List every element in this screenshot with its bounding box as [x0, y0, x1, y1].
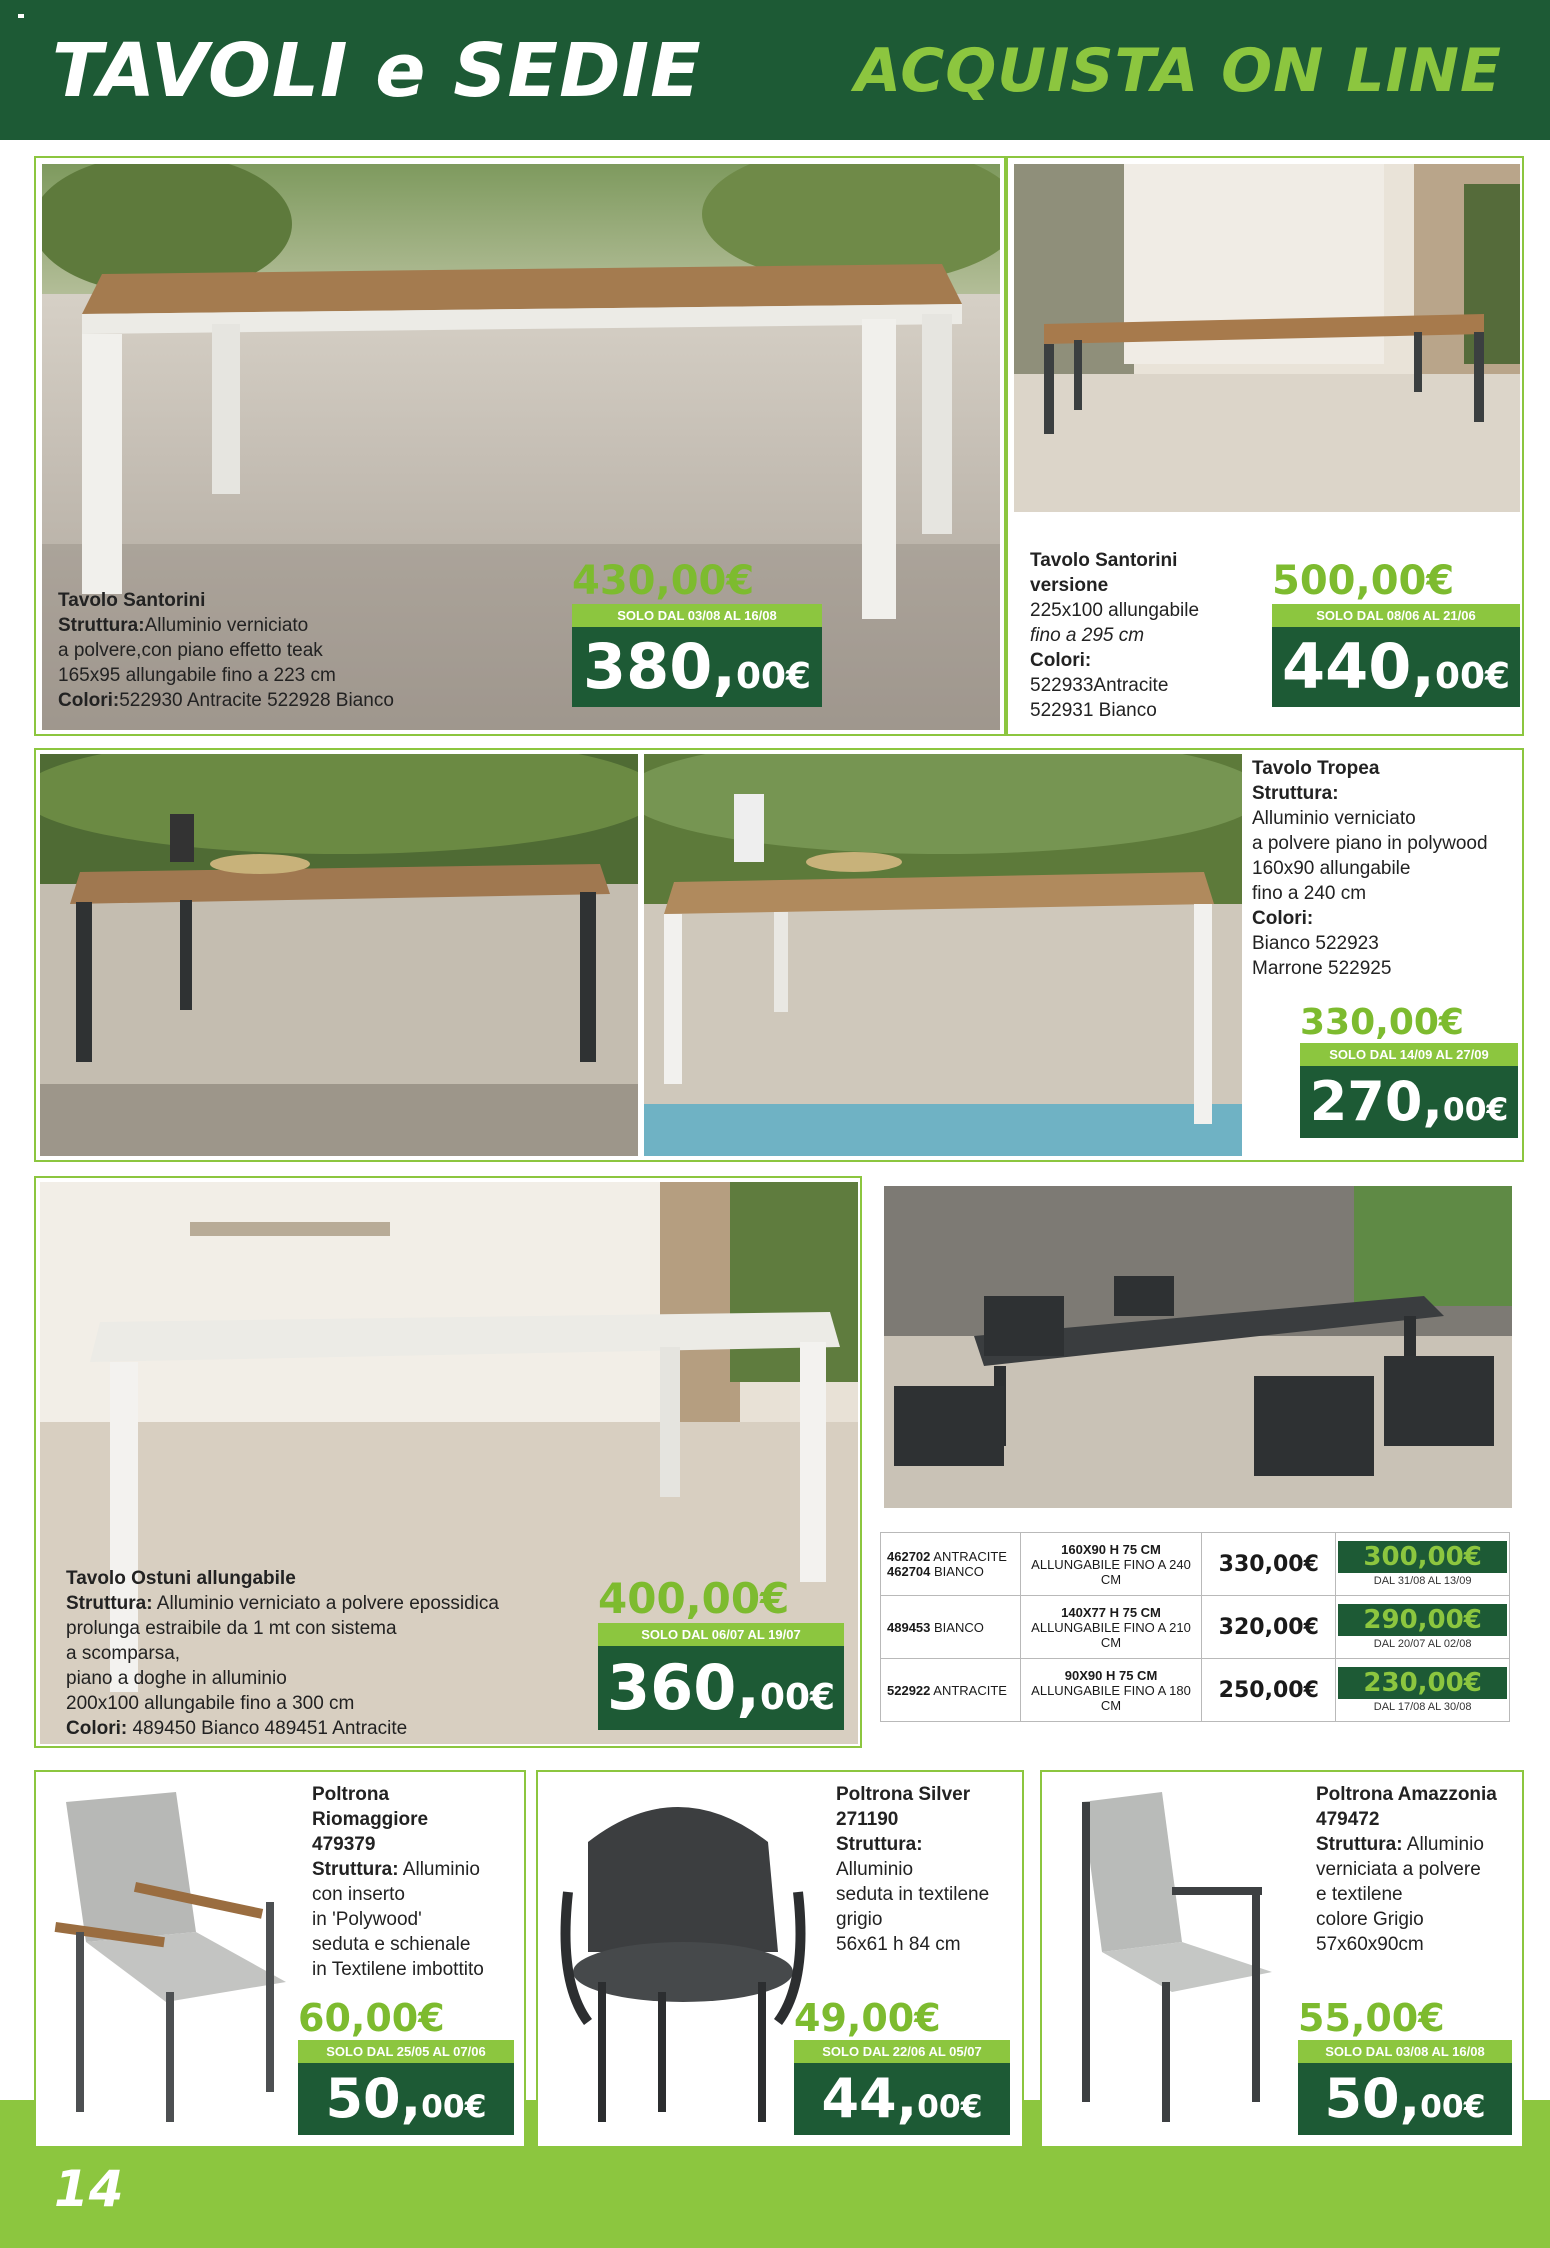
- promo-dates: SOLO DAL 14/09 AL 27/09: [1300, 1043, 1518, 1066]
- spec-text: 489450 Bianco 489451 Antracite: [132, 1718, 408, 1739]
- price-decimal: 00€: [1420, 2089, 1486, 2125]
- product-name: Riomaggiore: [312, 1809, 429, 1830]
- ostuni-description: [66, 1566, 499, 1741]
- table-cell-new-price: [1336, 1659, 1510, 1722]
- table-cell-new-price: [1336, 1533, 1510, 1596]
- spec-text: seduta in textilene: [836, 1884, 990, 1905]
- product-code: 462704: [887, 1564, 931, 1579]
- promo-dates: SOLO DAL 06/07 AL 19/07: [598, 1623, 844, 1646]
- spec-label: Colori:: [58, 690, 120, 711]
- product-name: Tavolo Santorini: [58, 590, 206, 611]
- dimensions: 160X90 H 75 CM: [1061, 1541, 1161, 1557]
- dining-set-photo: [884, 1186, 1512, 1508]
- color-name: ANTRACITE: [933, 1682, 1007, 1698]
- price-integer: 440,: [1281, 630, 1435, 703]
- panel-tropea: [34, 748, 1524, 1162]
- page-number: 14: [54, 2160, 124, 2218]
- table-promo: DAL 17/08 AL 30/08: [1373, 1701, 1472, 1713]
- spec-label: Struttura:: [312, 1859, 399, 1880]
- buy-online-banner[interactable]: ACQUISTA ON LINE: [854, 36, 1502, 106]
- page-title: TAVOLI e SEDIE: [52, 28, 702, 114]
- promo-dates: SOLO DAL 22/06 AL 05/07: [794, 2040, 1010, 2063]
- spec-text: a polvere piano in polywood: [1252, 833, 1488, 854]
- page-header: [0, 0, 1550, 140]
- price-integer: 380,: [582, 630, 736, 703]
- ostuni-price: [598, 1574, 844, 1730]
- corner-mark: [18, 14, 24, 18]
- spec-text: Alluminio verniciato: [144, 615, 309, 636]
- new-price: [1272, 627, 1520, 707]
- table-cell-codes: [881, 1596, 1021, 1659]
- spec-label: Colori:: [1252, 908, 1314, 929]
- size-price-table: [880, 1532, 1510, 1722]
- spec-label: Struttura:: [1316, 1834, 1403, 1855]
- panel-riomaggiore: [34, 1770, 526, 2148]
- product-name: Tavolo Tropea: [1252, 758, 1380, 779]
- santorini-price: [572, 558, 822, 707]
- price-integer: 50,: [1324, 2067, 1421, 2130]
- spec-label: Struttura:: [836, 1834, 923, 1855]
- tropea-price: [1300, 1002, 1518, 1138]
- promo-dates: SOLO DAL 08/06 AL 21/06: [1272, 604, 1520, 627]
- silver-chair-photo: [548, 1782, 818, 2132]
- panel-ostuni: [34, 1176, 862, 1748]
- spec-text: a scomparsa,: [66, 1643, 181, 1664]
- table-row: [881, 1533, 1510, 1596]
- spec-text: e textilene: [1316, 1884, 1403, 1905]
- table-promo: DAL 20/07 AL 02/08: [1373, 1638, 1472, 1650]
- santorini-versione-description: [1030, 548, 1199, 723]
- spec-text: fino a 240 cm: [1252, 883, 1367, 904]
- product-code: 462702: [887, 1549, 931, 1564]
- product-code: 489453: [887, 1619, 931, 1635]
- spec-text: con inserto: [312, 1884, 405, 1905]
- old-price: 330,00€: [1300, 1002, 1464, 1043]
- product-name: versione: [1030, 575, 1109, 596]
- new-price: [1298, 2063, 1512, 2135]
- price-integer: 50,: [325, 2067, 422, 2130]
- riomaggiore-chair-photo: [46, 1782, 306, 2132]
- price-decimal: 00€: [1442, 1092, 1509, 1128]
- spec-text: grigio: [836, 1909, 883, 1930]
- table-new-price: 300,00€: [1338, 1541, 1507, 1573]
- product-name: Poltrona Silver: [836, 1784, 971, 1805]
- product-code: 522922: [887, 1682, 931, 1698]
- silver-description: [836, 1782, 989, 1957]
- extension: ALLUNGABILE FINO A 210 CM: [1031, 1619, 1191, 1650]
- spec-text: colore Grigio: [1316, 1909, 1424, 1930]
- table-cell-new-price: [1336, 1596, 1510, 1659]
- table-old-price: 250,00€: [1202, 1659, 1336, 1722]
- product-code: 271190: [836, 1809, 899, 1830]
- price-decimal: 00€: [1434, 656, 1511, 697]
- spec-text: prolunga estraibile da 1 mt con sistema: [66, 1618, 397, 1639]
- spec-text: 522931 Bianco: [1030, 700, 1157, 721]
- spec-text: Alluminio verniciato: [1252, 808, 1416, 829]
- spec-text: in 'Polywood': [312, 1909, 422, 1930]
- spec-text: Alluminio verniciato a polvere epossidica: [156, 1593, 499, 1614]
- spec-text: Alluminio: [402, 1859, 480, 1880]
- tropea-description: [1252, 756, 1488, 981]
- tropea-white-photo: [644, 754, 1242, 1156]
- panel-silver: [536, 1770, 1024, 2148]
- new-price: [298, 2063, 514, 2135]
- product-name: Tavolo Ostuni allungabile: [66, 1568, 296, 1589]
- spec-text: verniciata a polvere: [1316, 1859, 1481, 1880]
- amazzonia-chair-photo: [1052, 1782, 1302, 2132]
- amazzonia-price: [1298, 1996, 1512, 2135]
- product-code: 479379: [312, 1834, 376, 1855]
- color-name: BIANCO: [934, 1619, 984, 1635]
- table-new-price: 290,00€: [1338, 1604, 1507, 1636]
- spec-label: Struttura:: [58, 615, 145, 636]
- amazzonia-description: [1316, 1782, 1497, 1957]
- price-decimal: 00€: [421, 2089, 487, 2125]
- old-price: 49,00€: [794, 1996, 941, 2040]
- promo-dates: SOLO DAL 03/08 AL 16/08: [1298, 2040, 1512, 2063]
- dimensions: 90X90 H 75 CM: [1064, 1667, 1158, 1683]
- panel-amazzonia: [1040, 1770, 1524, 2148]
- table-row: [881, 1596, 1510, 1659]
- price-decimal: 00€: [735, 656, 812, 697]
- spec-text: 200x100 allungabile fino a 300 cm: [66, 1693, 355, 1714]
- spec-text: Alluminio: [836, 1859, 914, 1880]
- santorini-description: [58, 588, 394, 713]
- color-name: BIANCO: [934, 1564, 984, 1579]
- spec-text: a polvere,con piano effetto teak: [58, 640, 323, 661]
- extension: ALLUNGABILE FINO A 240 CM: [1031, 1556, 1191, 1587]
- spec-text: seduta e schienale: [312, 1934, 471, 1955]
- spec-text: in Textilene imbottito: [312, 1959, 484, 1980]
- table-cell-codes: [881, 1659, 1021, 1722]
- spec-text: Bianco 522923: [1252, 933, 1379, 954]
- price-decimal: 00€: [759, 1677, 836, 1718]
- spec-text: 56x61 h 84 cm: [836, 1934, 961, 1955]
- tropea-anthracite-photo: [40, 754, 638, 1156]
- spec-label: Struttura:: [1252, 783, 1339, 804]
- spec-text: 160x90 allungabile: [1252, 858, 1411, 879]
- old-price: 500,00€: [1272, 558, 1455, 604]
- dimensions: 140X77 H 75 CM: [1061, 1604, 1161, 1620]
- table-new-price: 230,00€: [1338, 1667, 1507, 1699]
- riomaggiore-price: [298, 1996, 514, 2135]
- old-price: 430,00€: [572, 558, 755, 604]
- price-integer: 360,: [606, 1651, 760, 1724]
- old-price: 400,00€: [598, 1574, 790, 1623]
- old-price: 60,00€: [298, 1996, 445, 2040]
- new-price: [598, 1646, 844, 1730]
- spec-label: Colori:: [1030, 650, 1092, 671]
- table-cell-codes: [881, 1533, 1021, 1596]
- spec-text: 522933Antracite: [1030, 675, 1169, 696]
- product-name: Poltrona: [312, 1784, 390, 1805]
- price-decimal: 00€: [917, 2089, 983, 2125]
- table-cell-dims: [1020, 1659, 1202, 1722]
- table-cell-dims: [1020, 1533, 1202, 1596]
- price-integer: 270,: [1309, 1070, 1443, 1133]
- promo-dates: SOLO DAL 03/08 AL 16/08: [572, 604, 822, 627]
- spec-text: 165x95 allungabile fino a 223 cm: [58, 665, 336, 686]
- panel-santorini-versione: [1006, 156, 1524, 736]
- spec-text: piano a doghe in alluminio: [66, 1668, 287, 1689]
- spec-text: Marrone 522925: [1252, 958, 1392, 979]
- color-name: ANTRACITE: [933, 1549, 1007, 1564]
- product-code: 479472: [1316, 1809, 1380, 1830]
- silver-price: [794, 1996, 1010, 2135]
- santorini-versione-price: [1272, 558, 1520, 707]
- price-integer: 44,: [821, 2067, 918, 2130]
- table-old-price: 330,00€: [1202, 1533, 1336, 1596]
- product-name: Tavolo Santorini: [1030, 550, 1178, 571]
- new-price: [1300, 1066, 1518, 1138]
- new-price: [572, 627, 822, 707]
- spec-text: fino a 295 cm: [1030, 625, 1145, 646]
- new-price: [794, 2063, 1010, 2135]
- spec-text: 522930 Antracite 522928 Bianco: [119, 690, 394, 711]
- table-old-price: 320,00€: [1202, 1596, 1336, 1659]
- spec-text: 57x60x90cm: [1316, 1934, 1424, 1955]
- riomaggiore-description: [312, 1782, 484, 1982]
- extension: ALLUNGABILE FINO A 180 CM: [1031, 1682, 1191, 1713]
- spec-text: 225x100 allungabile: [1030, 600, 1200, 621]
- panel-santorini: [34, 156, 1006, 736]
- spec-label: Colori:: [66, 1718, 128, 1739]
- spec-text: Alluminio: [1406, 1834, 1484, 1855]
- table-row: [881, 1659, 1510, 1722]
- old-price: 55,00€: [1298, 1996, 1445, 2040]
- product-name: Poltrona Amazzonia: [1316, 1784, 1497, 1805]
- table-cell-dims: [1020, 1596, 1202, 1659]
- promo-dates: SOLO DAL 25/05 AL 07/06: [298, 2040, 514, 2063]
- table-promo: DAL 31/08 AL 13/09: [1373, 1575, 1472, 1587]
- spec-label: Struttura:: [66, 1593, 153, 1614]
- santorini-long-table-photo: [1014, 164, 1520, 512]
